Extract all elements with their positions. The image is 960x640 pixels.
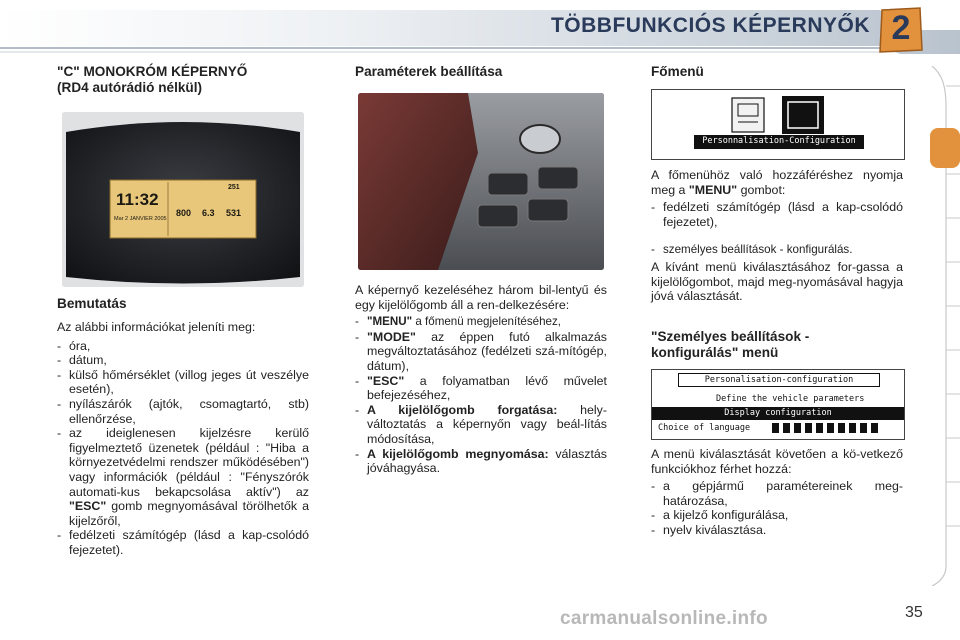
list-item: - nyelv kiválasztása.: [651, 523, 903, 538]
chapter-number: 2: [891, 9, 911, 47]
lcd-value-1: 800: [176, 208, 192, 218]
list-item: - "ESC" a folyamatban lévő művelet befejezéséhez,: [355, 374, 607, 403]
config-menu-title: Personalisation-configuration: [678, 373, 880, 387]
lcd-date: Mar 2 JANVIER 2005: [114, 216, 167, 222]
list-item: - nyílászárók (ajtók, csomagtartó, stb) ellenőrzése,: [57, 397, 309, 426]
list-item: - fedélzeti számítógép (lásd a kap-csolódó fejezetet),: [651, 200, 903, 229]
feature-list: [57, 339, 309, 558]
watermark: carmanualsonline.info: [560, 608, 768, 629]
main-menu-selected-item: Personnalisation-Configuration: [702, 136, 856, 146]
control-buttons-photo: [358, 93, 604, 270]
intro-text: Az alábbi információkat jeleníti meg:: [57, 320, 256, 334]
config-intro: A menü kiválasztását követően a kö-vetkező funkciókhoz férhet hozzá:: [651, 447, 903, 476]
section-heading-bemutatas: Bemutatás: [57, 296, 127, 311]
selection-para: A kívánt menü kiválasztásához for-gassa a kijelölőgombot, majd meg-nyomásával hagyja jóvá választását.: [651, 259, 903, 304]
main-menu-screen: [651, 89, 905, 160]
chapter-tabs: [926, 66, 960, 586]
lcd-value-3: 531: [226, 208, 242, 218]
list-item: - az ideiglenesen kijelzésre kerülő figyelmeztető üzenetek (például : "Hiba a környezetvédelmi rendszer működésében") vagy információk (például : "Fényszórók automati-kus bekapcsolása aktív") az "ESC" gomb megnyomásával törölhetők a kijelzőről,: [57, 426, 309, 528]
controls-intro: A képernyő kezeléséhez három bil-lentyű és egy kijelölőgomb áll a ren-delkezésére:: [355, 283, 607, 312]
config-menu-row-vehicle: Define the vehicle parameters: [716, 394, 865, 404]
list-item: - a kijelző konfigurálása,: [651, 508, 903, 523]
list-item: - fedélzeti számítógép (lásd a kap-csolódó fejezetet).: [57, 528, 309, 557]
controls-list: [355, 315, 607, 476]
list-item: - külső hőmérséklet (villog jeges út veszélye esetén),: [57, 368, 309, 397]
page-number: 35: [905, 604, 923, 621]
list-item: - "MODE" az éppen futó alkalmazás megváltoztatásához (fedélzeti szá-mítógép, dátum),: [355, 330, 607, 374]
section-heading-monochrome: "C" MONOKRÓM KÉPERNYŐ (RD4 autórádió nélkül): [57, 64, 248, 95]
list-item: - a gépjármű paramétereinek meg-határozása,: [651, 479, 903, 508]
list-item: - óra,: [57, 339, 309, 354]
main-menu-para: A főmenühöz való hozzáféréshez nyomja meg a "MENU" gombot:: [651, 168, 903, 197]
page-title: TÖBBFUNKCIÓS KÉPERNYŐK: [550, 14, 870, 37]
list-item: - "MENU" a főmenü megjelenítéséhez,: [355, 315, 607, 330]
lcd-value-2: 6.3: [202, 208, 215, 218]
section-heading-personal-settings: "Személyes beállítások - konfigurálás" menü: [651, 329, 810, 360]
main-menu-list-a: [651, 200, 903, 229]
section-heading-main-menu: Főmenü: [651, 64, 704, 79]
config-menu-row-display: Display configuration: [652, 407, 904, 420]
language-flags-icon: [772, 423, 882, 433]
list-item: - A kijelölőgomb forgatása: hely-változtatás a képernyőn vagy beál-lítás módosítása,: [355, 403, 607, 447]
list-item: - személyes beállítások - konfigurálás.: [651, 243, 903, 258]
config-list: [651, 479, 903, 537]
lcd-temp: 251: [228, 184, 240, 191]
list-item: - A kijelölőgomb megnyomása: választás jóváhagyása.: [355, 447, 607, 476]
config-menu-screen: [651, 369, 905, 440]
lcd-time: 11:32: [116, 190, 159, 209]
list-item: - dátum,: [57, 353, 309, 368]
config-menu-row-language: Choice of language: [658, 423, 751, 433]
main-menu-list-b: [651, 243, 903, 258]
dashboard-display-photo: [62, 112, 304, 287]
section-heading-parameters: Paraméterek beállítása: [355, 64, 503, 79]
